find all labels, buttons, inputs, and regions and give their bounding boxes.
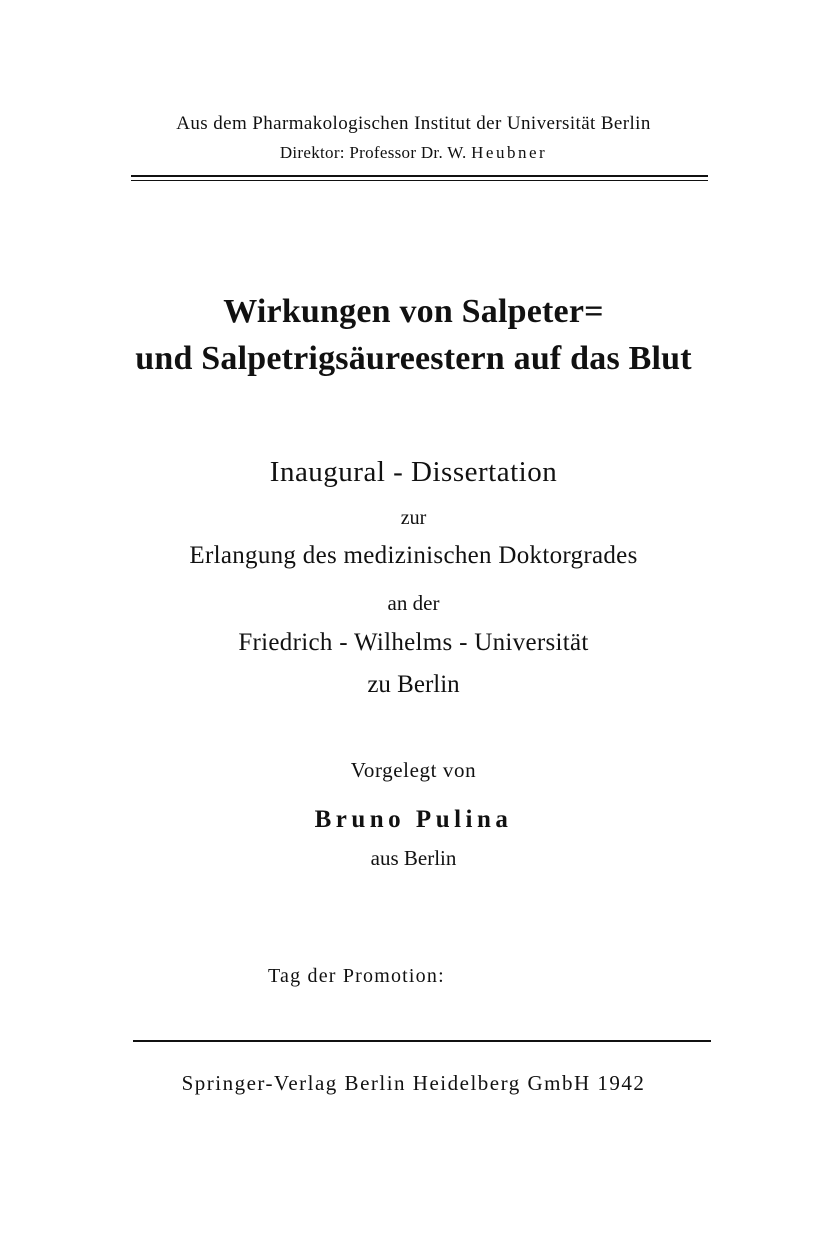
dissertation-purpose: Erlangung des medizinischen Doktorgrades [189, 542, 638, 569]
title-line-1: Wirkungen von Salpeter= [223, 293, 604, 330]
footer-rule [133, 1040, 711, 1042]
director-name: Heubner [471, 143, 548, 162]
title-line-2: und Salpetrigsäureestern auf das Blut [135, 340, 692, 377]
dissertation-an-der: an der [387, 591, 440, 615]
publisher-line: Springer-Verlag Berlin Heidelberg GmbH 1942 [181, 1071, 646, 1095]
author-name: Bruno Pulina [314, 806, 513, 833]
director-label: Direktor: Professor Dr. W. [279, 143, 467, 162]
director-line [0, 143, 827, 163]
university-city: zu Berlin [367, 671, 460, 698]
header-rule-thin [131, 180, 708, 181]
university-name: Friedrich - Wilhelms - Universität [238, 629, 589, 656]
institute-line: Aus dem Pharmakologischen Institut der Universität Berlin [176, 113, 651, 134]
promotion-date-label: Tag der Promotion: [268, 965, 445, 987]
presented-by: Vorgelegt von [350, 758, 477, 782]
dissertation-type: Inaugural - Dissertation [269, 456, 558, 488]
dissertation-zur: zur [400, 507, 427, 529]
header-rule-thick [131, 175, 708, 177]
author-origin: aus Berlin [370, 846, 457, 870]
